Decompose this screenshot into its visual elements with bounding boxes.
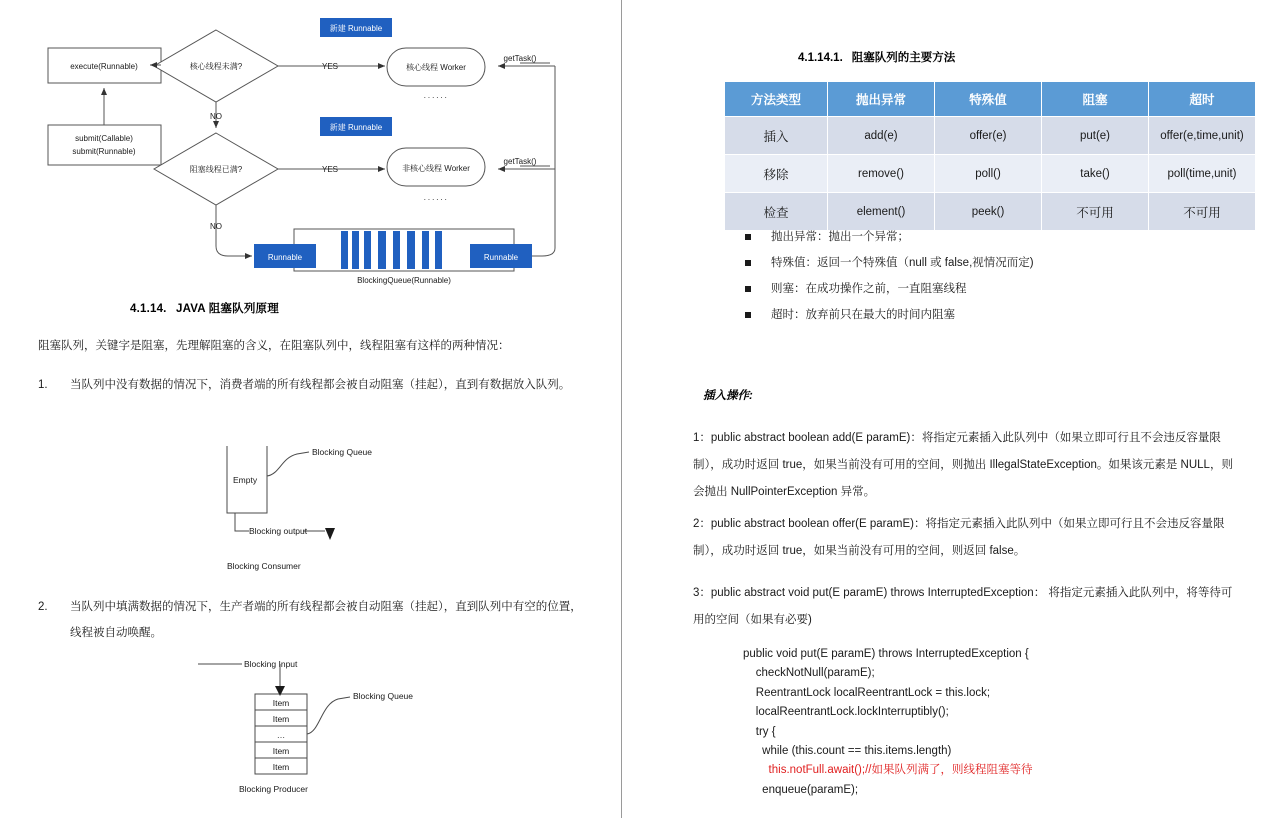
flow-edge-yes-2: YES xyxy=(321,165,339,174)
table-cell: add(e) xyxy=(828,117,935,155)
flow-decision-blocking-thread: 阻塞线程已满? xyxy=(189,165,243,174)
flow-edge-no-2: NO xyxy=(210,222,222,231)
paragraph-offer: 2：public abstract boolean offer(E paramE)：将指定元素插入此队列中（如果立即可行且不会违反容量限制），成功时返回 true，如果当前没有可用的空间，则返回 false。 xyxy=(693,518,1225,557)
flow-dots-1: ······ xyxy=(423,93,449,102)
consumer-caption: Blocking Consumer xyxy=(227,561,301,571)
table-cell: 不可用 xyxy=(1149,193,1256,231)
table-cell: element() xyxy=(828,193,935,231)
thread-pool-flowchart xyxy=(30,18,590,286)
table-cell: 不可用 xyxy=(1042,193,1149,231)
flow-node-submit-runnable: submit(Runnable) xyxy=(72,147,136,156)
square-bullet-icon xyxy=(745,286,751,292)
page-divider xyxy=(621,0,622,818)
table-header-cell: 抛出异常 xyxy=(828,82,935,117)
flow-badge-new-runnable-1: 新建 Runnable xyxy=(329,24,383,33)
left-section-title: JAVA 阻塞队列原理 xyxy=(176,303,279,315)
left-page xyxy=(0,0,622,818)
table-cell: 插入 xyxy=(725,117,828,155)
code-line: public void put(E paramE) throws InterruptedException { xyxy=(743,648,1029,660)
square-bullet-icon xyxy=(745,260,751,266)
code-line: while (this.count == this.items.length) xyxy=(743,745,952,758)
table-row xyxy=(725,155,1256,193)
blocking-producer-figure xyxy=(190,652,440,807)
code-block xyxy=(743,645,1032,800)
producer-item-2: … xyxy=(276,730,286,740)
note-text: 特殊值：返回一个特殊值（null 或 false,视情况而定) xyxy=(771,257,1034,269)
blocking-queue-methods-table xyxy=(724,81,1256,231)
left-section-heading xyxy=(130,300,279,316)
list-item xyxy=(38,372,590,398)
list-item xyxy=(38,594,590,646)
square-bullet-icon xyxy=(745,234,751,240)
right-section-number: 4.1.14.1. xyxy=(798,52,843,64)
flow-decision-core-thread: 核心线程未满? xyxy=(189,62,243,71)
flow-node-submit-callable: submit(Callable) xyxy=(75,134,133,143)
right-section-heading xyxy=(798,49,955,65)
table-header-cell: 阻塞 xyxy=(1042,82,1149,117)
table-cell: put(e) xyxy=(1042,117,1149,155)
flow-node-execute: execute(Runnable) xyxy=(70,62,138,71)
flow-node-noncore-worker: 非核心线程 Worker xyxy=(402,164,470,173)
note-text: 抛出异常：抛出一个异常； xyxy=(771,231,909,243)
code-line: ReentrantLock localReentrantLock = this.lock; xyxy=(743,686,991,699)
flow-edge-yes-1: YES xyxy=(321,62,339,71)
flow-dots-2: ······ xyxy=(423,195,449,204)
right-section-title: 阻塞队列的主要方法 xyxy=(851,52,956,64)
paragraph-put: 3：public abstract void put(E paramE) throws InterruptedException： 将指定元素插入此队列中，将等待可用的空间（如果有必要) xyxy=(693,587,1233,626)
table-cell: take() xyxy=(1042,155,1149,193)
producer-item-1: Item xyxy=(272,714,290,724)
code-comment-line: this.notFull.await();//如果队列满了，则线程阻塞等待 xyxy=(743,764,1033,777)
right-page xyxy=(623,0,1272,818)
table-header-cell: 超时 xyxy=(1149,82,1256,117)
note-item xyxy=(727,224,1197,250)
list-item-text: 当队列中没有数据的情况下，消费者端的所有线程都会被自动阻塞（挂起），直到有数据放入队列。 xyxy=(70,379,571,391)
code-line: enqueue(paramE); xyxy=(743,783,859,796)
table-cell: offer(e) xyxy=(935,117,1042,155)
table-header-cell: 特殊值 xyxy=(935,82,1042,117)
note-text: 超时：放弃前只在最大的时间内阻塞 xyxy=(771,309,955,321)
consumer-output-label: Blocking output xyxy=(249,526,308,536)
list-item-marker: 2. xyxy=(38,601,48,613)
consumer-empty-label: Empty xyxy=(233,475,258,485)
table-header-cell: 方法类型 xyxy=(725,82,828,117)
square-bullet-icon xyxy=(745,312,751,318)
table-row xyxy=(725,117,1256,155)
producer-queue-label: Blocking Queue xyxy=(353,691,414,701)
flow-badge-new-runnable-2: 新建 Runnable xyxy=(329,123,383,132)
code-line: localReentrantLock.lockInterruptibly(); xyxy=(743,706,949,719)
table-cell: 移除 xyxy=(725,155,828,193)
producer-item-4: Item xyxy=(272,762,290,772)
flow-queue-out-label: Runnable xyxy=(483,253,519,262)
notes-list xyxy=(727,224,1197,328)
producer-item-0: Item xyxy=(272,698,290,708)
table-cell: 检查 xyxy=(725,193,828,231)
flow-queue-caption: BlockingQueue(Runnable) xyxy=(357,276,451,285)
table-header-row xyxy=(725,82,1256,117)
code-line: try { xyxy=(743,725,776,738)
flow-edge-no-1: NO xyxy=(210,112,222,121)
table-cell: offer(e,time,unit) xyxy=(1149,117,1256,155)
consumer-queue-label: Blocking Queue xyxy=(312,447,373,457)
note-item xyxy=(727,276,1197,302)
note-text: 则塞：在成功操作之前，一直阻塞线程 xyxy=(771,283,967,295)
paragraph-add: 1：public abstract boolean add(E paramE)：将指定元素插入此队列中（如果立即可行且不会违反容量限制），成功时返回 true，如果当前没有可用的空间，则抛出 IllegalStateException。如果该元素是 NULL，则会抛出 NullPointerException 异常。 xyxy=(693,432,1233,498)
list-item-text: 当队列中填满数据的情况下，生产者端的所有线程都会被自动阻塞（挂起），直到队列中有空的位置，线程被自动唤醒。 xyxy=(70,601,582,639)
left-section-number: 4.1.14. xyxy=(130,303,167,315)
list-item-marker: 1. xyxy=(38,379,48,391)
code-line: checkNotNull(paramE); xyxy=(743,667,875,680)
table-cell: poll(time,unit) xyxy=(1149,155,1256,193)
blocking-consumer-figure xyxy=(185,428,425,588)
flow-edge-gettask-2: getTask() xyxy=(503,157,537,166)
note-item xyxy=(727,302,1197,328)
insert-operation-heading: 插入操作: xyxy=(703,390,753,402)
left-intro-paragraph: 阻塞队列，关键字是阻塞，先理解阻塞的含义，在阻塞队列中，线程阻塞有这样的两种情况： xyxy=(38,340,510,352)
note-item xyxy=(727,250,1197,276)
producer-caption: Blocking Producer xyxy=(239,784,308,794)
flow-queue-in-label: Runnable xyxy=(267,253,303,262)
flow-edge-gettask-1: getTask() xyxy=(503,54,537,63)
table-cell: poll() xyxy=(935,155,1042,193)
table-cell: peek() xyxy=(935,193,1042,231)
producer-item-3: Item xyxy=(272,746,290,756)
flow-node-core-worker: 核心线程 Worker xyxy=(406,63,466,72)
table-cell: remove() xyxy=(828,155,935,193)
producer-input-label: Blocking Input xyxy=(244,659,298,669)
